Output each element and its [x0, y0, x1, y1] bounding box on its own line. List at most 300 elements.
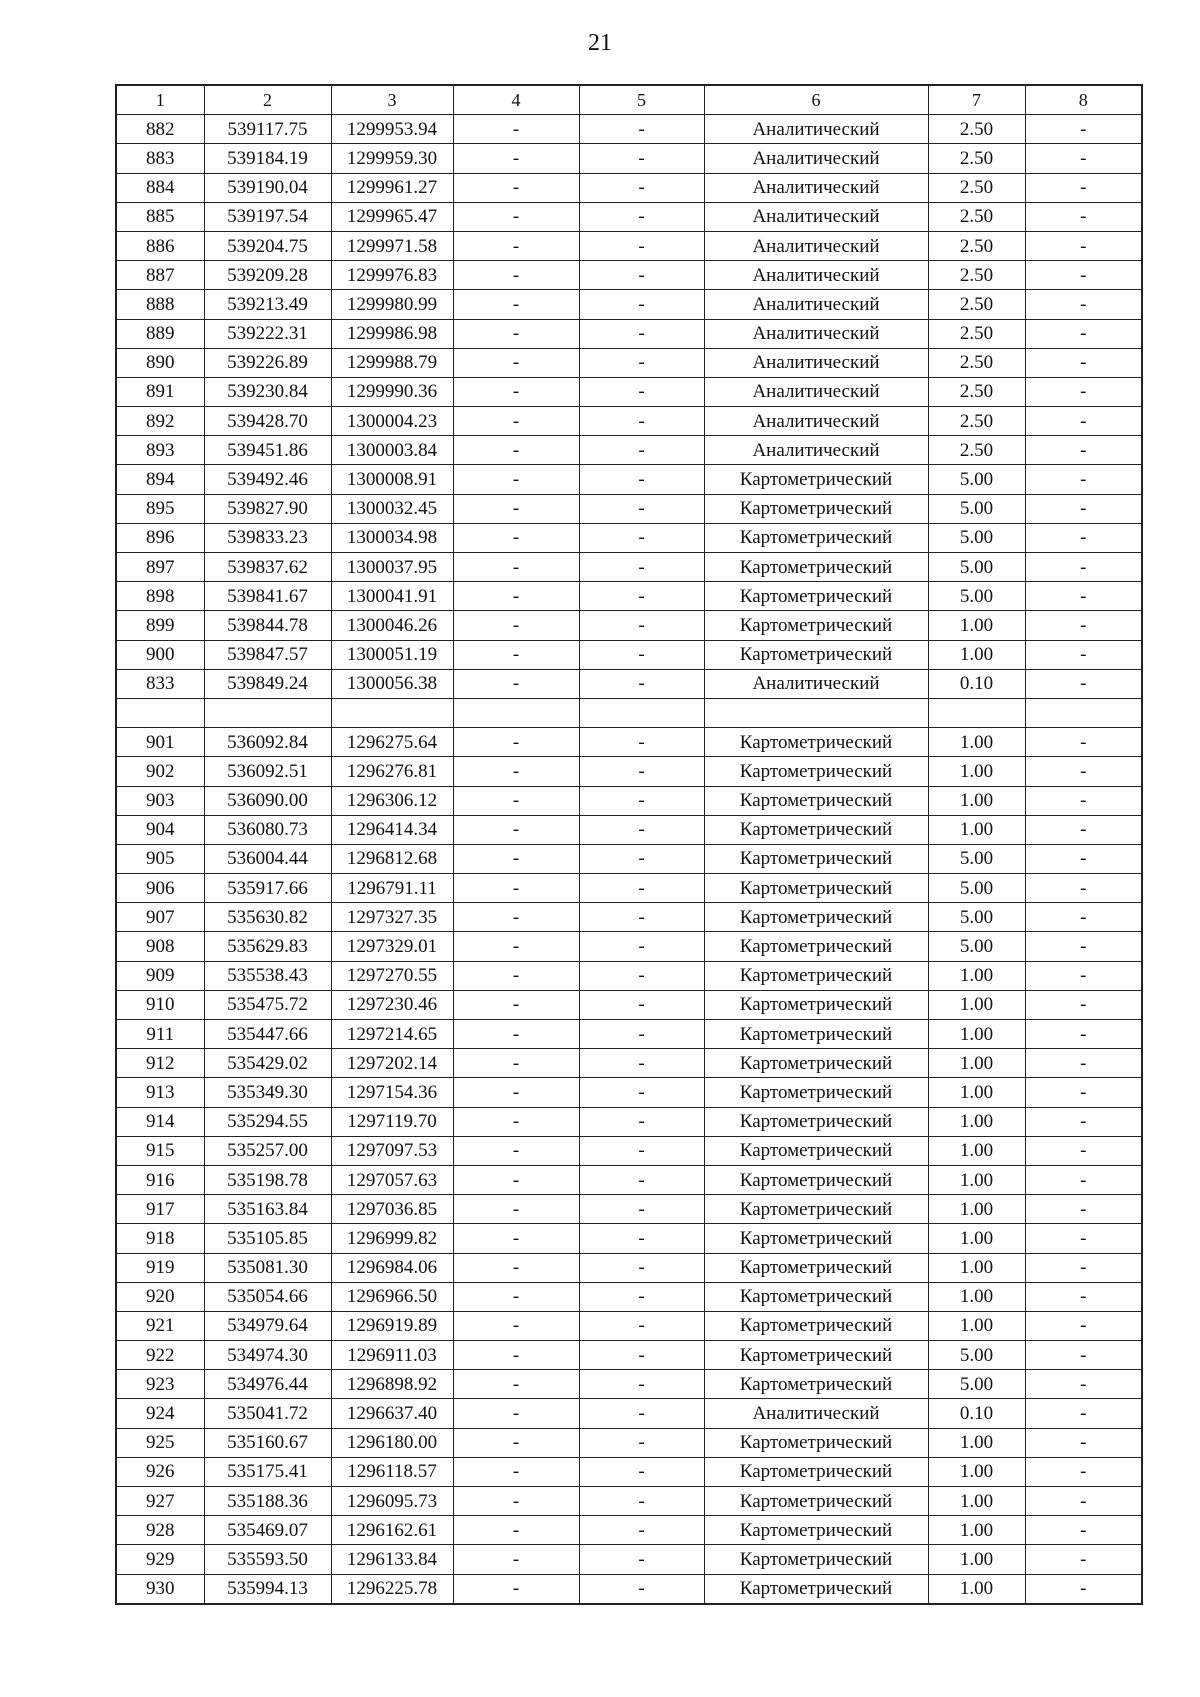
table-cell: 1300037.95	[331, 553, 453, 582]
table-cell: -	[453, 961, 579, 990]
table-row	[116, 348, 1142, 377]
table-cell: 534979.64	[204, 1311, 331, 1340]
table-cell: 1.00	[928, 1078, 1025, 1107]
table-cell: 1296306.12	[331, 786, 453, 815]
table-cell: 2.50	[928, 436, 1025, 465]
table-cell: Картометрический	[704, 1224, 928, 1253]
table-cell: -	[1025, 1020, 1142, 1049]
table-cell: -	[453, 1253, 579, 1282]
table-row	[116, 640, 1142, 669]
table-cell: 1.00	[928, 1020, 1025, 1049]
table-cell: -	[579, 640, 704, 669]
table-cell: -	[453, 815, 579, 844]
table-row	[116, 961, 1142, 990]
table-row	[116, 523, 1142, 552]
table-row	[116, 1195, 1142, 1224]
table-cell: -	[1025, 407, 1142, 436]
table-cell: Картометрический	[704, 1165, 928, 1194]
table-cell: -	[579, 1428, 704, 1457]
table-cell: 1296911.03	[331, 1341, 453, 1370]
table-cell: -	[1025, 1165, 1142, 1194]
table-cell: 1297202.14	[331, 1049, 453, 1078]
table-row	[116, 1107, 1142, 1136]
table-cell: 535538.43	[204, 961, 331, 990]
table-cell: Картометрический	[704, 1078, 928, 1107]
table-cell: 2.50	[928, 261, 1025, 290]
table-cell: 0.10	[928, 1399, 1025, 1428]
table-cell: 535105.85	[204, 1224, 331, 1253]
table-cell: -	[1025, 1516, 1142, 1545]
table-cell: -	[1025, 932, 1142, 961]
table-row	[116, 1545, 1142, 1574]
table-cell: 1300056.38	[331, 669, 453, 698]
table-cell: 1297329.01	[331, 932, 453, 961]
table-cell: 536080.73	[204, 815, 331, 844]
table-cell: -	[453, 261, 579, 290]
table-cell: Картометрический	[704, 961, 928, 990]
table-cell: 535198.78	[204, 1165, 331, 1194]
table-cell: -	[453, 1545, 579, 1574]
table-cell: 2.50	[928, 202, 1025, 231]
table-cell: Картометрический	[704, 582, 928, 611]
table-row	[116, 582, 1142, 611]
table-cell	[1025, 698, 1142, 727]
table-cell: -	[579, 407, 704, 436]
table-cell: 918	[116, 1224, 204, 1253]
table-cell: -	[1025, 1428, 1142, 1457]
table-cell: -	[579, 465, 704, 494]
table-row	[116, 990, 1142, 1019]
table-cell: -	[1025, 728, 1142, 757]
table-cell: Картометрический	[704, 1457, 928, 1486]
table-cell: -	[453, 874, 579, 903]
table-cell: 1.00	[928, 1253, 1025, 1282]
table-cell: 1299990.36	[331, 377, 453, 406]
table-cell: -	[453, 1165, 579, 1194]
table-cell: 539184.19	[204, 144, 331, 173]
table-cell: 2.50	[928, 290, 1025, 319]
table-cell: -	[579, 553, 704, 582]
table-cell: 535630.82	[204, 903, 331, 932]
table-cell: -	[1025, 377, 1142, 406]
table-row	[116, 436, 1142, 465]
table-row	[116, 1370, 1142, 1399]
table-cell: -	[579, 290, 704, 319]
table-cell: 1297057.63	[331, 1165, 453, 1194]
table-cell: 882	[116, 115, 204, 144]
table-cell: 913	[116, 1078, 204, 1107]
table-cell: -	[453, 844, 579, 873]
table-cell: -	[579, 348, 704, 377]
table-cell: 539428.70	[204, 407, 331, 436]
table-cell: -	[453, 582, 579, 611]
table-cell: 911	[116, 1020, 204, 1049]
table-cell: 902	[116, 757, 204, 786]
table-cell: 1299980.99	[331, 290, 453, 319]
table-cell: 1.00	[928, 990, 1025, 1019]
table-cell: 1299976.83	[331, 261, 453, 290]
table-cell: 5.00	[928, 1370, 1025, 1399]
table-cell: -	[453, 1574, 579, 1604]
table-cell: 2.50	[928, 115, 1025, 144]
table-cell: -	[1025, 319, 1142, 348]
table-cell: 539209.28	[204, 261, 331, 290]
table-row	[116, 1282, 1142, 1311]
table-cell: 1.00	[928, 611, 1025, 640]
table-cell: 535160.67	[204, 1428, 331, 1457]
table-cell: 5.00	[928, 1341, 1025, 1370]
table-cell: -	[453, 1195, 579, 1224]
table-cell: -	[1025, 553, 1142, 582]
table-cell: -	[1025, 669, 1142, 698]
table-cell: -	[1025, 903, 1142, 932]
table-row	[116, 202, 1142, 231]
table-cell: 539841.67	[204, 582, 331, 611]
table-cell: 535175.41	[204, 1457, 331, 1486]
table-cell: Картометрический	[704, 1195, 928, 1224]
table-cell	[704, 698, 928, 727]
table-cell: 884	[116, 173, 204, 202]
table-cell: 919	[116, 1253, 204, 1282]
table-cell: 539492.46	[204, 465, 331, 494]
table-cell: -	[579, 1341, 704, 1370]
table-cell: -	[579, 990, 704, 1019]
table-cell: 1296225.78	[331, 1574, 453, 1604]
table-cell: -	[579, 319, 704, 348]
table-cell: -	[453, 523, 579, 552]
table-cell: 907	[116, 903, 204, 932]
table-row	[116, 698, 1142, 727]
table-cell: Картометрический	[704, 611, 928, 640]
table-cell: Картометрический	[704, 465, 928, 494]
table-cell: 1.00	[928, 1282, 1025, 1311]
table-cell: Картометрический	[704, 553, 928, 582]
table-cell: 901	[116, 728, 204, 757]
table-cell: -	[579, 611, 704, 640]
table-cell: -	[579, 815, 704, 844]
table-cell: 539197.54	[204, 202, 331, 231]
table-cell: -	[453, 202, 579, 231]
table-cell: 536092.84	[204, 728, 331, 757]
table-cell: 2.50	[928, 407, 1025, 436]
table-cell: 910	[116, 990, 204, 1019]
table-cell: 1299986.98	[331, 319, 453, 348]
table-cell: 2.50	[928, 231, 1025, 260]
table-cell: 1.00	[928, 1545, 1025, 1574]
table-cell: 920	[116, 1282, 204, 1311]
table-row	[116, 1165, 1142, 1194]
table-row	[116, 173, 1142, 202]
table-cell: Картометрический	[704, 1311, 928, 1340]
table-cell: -	[579, 1487, 704, 1516]
header-cell: 8	[1025, 85, 1142, 115]
table-cell: -	[1025, 1224, 1142, 1253]
table-cell: Аналитический	[704, 407, 928, 436]
table-cell: -	[579, 523, 704, 552]
table-cell: 927	[116, 1487, 204, 1516]
table-row	[116, 1078, 1142, 1107]
table-cell: 539849.24	[204, 669, 331, 698]
table-cell: 539827.90	[204, 494, 331, 523]
table-cell: -	[1025, 523, 1142, 552]
table-cell: 1.00	[928, 1516, 1025, 1545]
table-cell: -	[1025, 290, 1142, 319]
table-cell: 1297214.65	[331, 1020, 453, 1049]
table-cell: -	[453, 494, 579, 523]
table-cell: 1296276.81	[331, 757, 453, 786]
table-cell: 897	[116, 553, 204, 582]
table-cell: -	[579, 1049, 704, 1078]
table-cell: Аналитический	[704, 1399, 928, 1428]
table-cell: Аналитический	[704, 115, 928, 144]
table-cell: 535257.00	[204, 1136, 331, 1165]
table-row	[116, 874, 1142, 903]
table-cell	[579, 698, 704, 727]
table-cell: 539844.78	[204, 611, 331, 640]
table-cell	[453, 698, 579, 727]
table-cell: 883	[116, 144, 204, 173]
table-cell: 1.00	[928, 1195, 1025, 1224]
table-cell: 539222.31	[204, 319, 331, 348]
table-cell: Картометрический	[704, 1428, 928, 1457]
table-cell: 1296999.82	[331, 1224, 453, 1253]
table-cell: -	[453, 1107, 579, 1136]
table-cell: 1296984.06	[331, 1253, 453, 1282]
table-cell: Картометрический	[704, 494, 928, 523]
table-cell: 899	[116, 611, 204, 640]
table-cell: -	[1025, 1399, 1142, 1428]
table-cell: 1.00	[928, 1574, 1025, 1604]
table-cell: Аналитический	[704, 436, 928, 465]
table-cell: -	[453, 669, 579, 698]
table-cell: 1.00	[928, 640, 1025, 669]
table-cell: -	[579, 261, 704, 290]
table-cell: 1300004.23	[331, 407, 453, 436]
table-cell: 2.50	[928, 173, 1025, 202]
table-cell: 895	[116, 494, 204, 523]
table-cell: 892	[116, 407, 204, 436]
table-cell: 1.00	[928, 815, 1025, 844]
page-number: 21	[588, 30, 612, 56]
table-cell: -	[453, 1341, 579, 1370]
table-cell: 891	[116, 377, 204, 406]
table-cell: 535294.55	[204, 1107, 331, 1136]
table-cell: 534976.44	[204, 1370, 331, 1399]
table-cell: 896	[116, 523, 204, 552]
table-cell: -	[1025, 231, 1142, 260]
header-cell: 1	[116, 85, 204, 115]
table-cell: 1297327.35	[331, 903, 453, 932]
table-cell: 894	[116, 465, 204, 494]
table-cell: 539226.89	[204, 348, 331, 377]
table-cell: -	[453, 144, 579, 173]
table-row	[116, 319, 1142, 348]
table-row	[116, 1341, 1142, 1370]
table-cell: -	[579, 961, 704, 990]
table-cell: 1296118.57	[331, 1457, 453, 1486]
table-cell: -	[1025, 144, 1142, 173]
table-cell: -	[579, 1370, 704, 1399]
table-cell: 887	[116, 261, 204, 290]
table-cell: -	[1025, 1311, 1142, 1340]
table-row	[116, 1136, 1142, 1165]
table-cell: Картометрический	[704, 1049, 928, 1078]
table-cell: 539213.49	[204, 290, 331, 319]
table-cell: 922	[116, 1341, 204, 1370]
table-cell: Аналитический	[704, 377, 928, 406]
table-row	[116, 1487, 1142, 1516]
table-cell: 915	[116, 1136, 204, 1165]
table-cell: -	[453, 1428, 579, 1457]
table-cell: Картометрический	[704, 1516, 928, 1545]
table-cell: -	[453, 611, 579, 640]
table-cell: Картометрический	[704, 728, 928, 757]
table-cell: 916	[116, 1165, 204, 1194]
table-cell: -	[579, 1516, 704, 1545]
table-cell: Аналитический	[704, 144, 928, 173]
table-cell: -	[453, 1020, 579, 1049]
table-cell: 1300041.91	[331, 582, 453, 611]
table-cell: Картометрический	[704, 1136, 928, 1165]
table-cell: -	[1025, 990, 1142, 1019]
table-cell: 1299959.30	[331, 144, 453, 173]
table-cell: -	[579, 1311, 704, 1340]
table-cell: -	[453, 231, 579, 260]
table-cell: Картометрический	[704, 874, 928, 903]
table-row	[116, 144, 1142, 173]
table-row	[116, 407, 1142, 436]
table-cell: 1300051.19	[331, 640, 453, 669]
table-cell: 1299988.79	[331, 348, 453, 377]
table-cell: 535054.66	[204, 1282, 331, 1311]
table-cell: 1296898.92	[331, 1370, 453, 1399]
table-row	[116, 611, 1142, 640]
table-cell: Картометрический	[704, 1253, 928, 1282]
table-cell: -	[453, 990, 579, 1019]
table-cell: 898	[116, 582, 204, 611]
table-cell: 535349.30	[204, 1078, 331, 1107]
table-cell: 906	[116, 874, 204, 903]
table-cell: 535469.07	[204, 1516, 331, 1545]
table-cell: 929	[116, 1545, 204, 1574]
table-header-row	[116, 85, 1142, 115]
table-cell: -	[453, 553, 579, 582]
table-cell: -	[453, 1399, 579, 1428]
table-cell: Картометрический	[704, 932, 928, 961]
header-cell: 3	[331, 85, 453, 115]
table-cell: Картометрический	[704, 640, 928, 669]
table-row	[116, 231, 1142, 260]
table-cell: 0.10	[928, 669, 1025, 698]
header-cell: 4	[453, 85, 579, 115]
table-row	[116, 1516, 1142, 1545]
table-cell: 1297119.70	[331, 1107, 453, 1136]
table-row	[116, 844, 1142, 873]
table-cell: 1300034.98	[331, 523, 453, 552]
table-cell: 534974.30	[204, 1341, 331, 1370]
table-cell: -	[579, 669, 704, 698]
table-cell: 1.00	[928, 1165, 1025, 1194]
table-cell: 925	[116, 1428, 204, 1457]
table-cell: 2.50	[928, 319, 1025, 348]
table-cell: 535447.66	[204, 1020, 331, 1049]
table-cell: 1296919.89	[331, 1311, 453, 1340]
table-cell: -	[1025, 757, 1142, 786]
table-cell: 924	[116, 1399, 204, 1428]
table-row	[116, 494, 1142, 523]
table-cell: -	[1025, 1545, 1142, 1574]
table-cell: -	[579, 582, 704, 611]
table-cell: -	[453, 1224, 579, 1253]
table-cell: 535917.66	[204, 874, 331, 903]
table-cell: Картометрический	[704, 1107, 928, 1136]
table-cell: -	[1025, 1282, 1142, 1311]
table-cell: Картометрический	[704, 1545, 928, 1574]
table-cell: 1300003.84	[331, 436, 453, 465]
table-cell: 535163.84	[204, 1195, 331, 1224]
table-cell: 1296095.73	[331, 1487, 453, 1516]
table-cell: -	[1025, 1370, 1142, 1399]
table-cell: -	[453, 1370, 579, 1399]
table-cell: 536004.44	[204, 844, 331, 873]
table-cell: -	[1025, 436, 1142, 465]
table-cell: 1.00	[928, 728, 1025, 757]
table-cell: 1296162.61	[331, 1516, 453, 1545]
table-cell: 1.00	[928, 757, 1025, 786]
table-cell: -	[579, 1165, 704, 1194]
table-cell: 535188.36	[204, 1487, 331, 1516]
table-cell: 535629.83	[204, 932, 331, 961]
table-cell: 5.00	[928, 903, 1025, 932]
table-cell: -	[1025, 961, 1142, 990]
table-cell: 1.00	[928, 961, 1025, 990]
table-cell: -	[1025, 640, 1142, 669]
table-cell: -	[453, 173, 579, 202]
table-cell: -	[1025, 786, 1142, 815]
table-row	[116, 1253, 1142, 1282]
table-cell: Картометрический	[704, 903, 928, 932]
table-cell: -	[453, 1078, 579, 1107]
table-cell: -	[453, 1049, 579, 1078]
table-cell: 535593.50	[204, 1545, 331, 1574]
table-body	[116, 115, 1142, 1604]
table-cell: 909	[116, 961, 204, 990]
table-cell: 5.00	[928, 465, 1025, 494]
table-cell: 1299961.27	[331, 173, 453, 202]
table-cell: 1296133.84	[331, 1545, 453, 1574]
table-cell: 5.00	[928, 553, 1025, 582]
table-cell: -	[1025, 465, 1142, 494]
table-cell: -	[1025, 582, 1142, 611]
table-cell: 900	[116, 640, 204, 669]
table-row	[116, 261, 1142, 290]
table-cell: 886	[116, 231, 204, 260]
table-row	[116, 1049, 1142, 1078]
table-row	[116, 1428, 1142, 1457]
table-cell: 1.00	[928, 1428, 1025, 1457]
table-cell: 1.00	[928, 786, 1025, 815]
table-cell: 1296180.00	[331, 1428, 453, 1457]
table-cell: -	[579, 1574, 704, 1604]
table-cell: -	[579, 173, 704, 202]
table-cell: -	[1025, 815, 1142, 844]
table-cell: -	[453, 932, 579, 961]
table-cell: 2.50	[928, 377, 1025, 406]
table-cell	[204, 698, 331, 727]
table-cell: 833	[116, 669, 204, 698]
table-row	[116, 377, 1142, 406]
table-cell: 1297270.55	[331, 961, 453, 990]
